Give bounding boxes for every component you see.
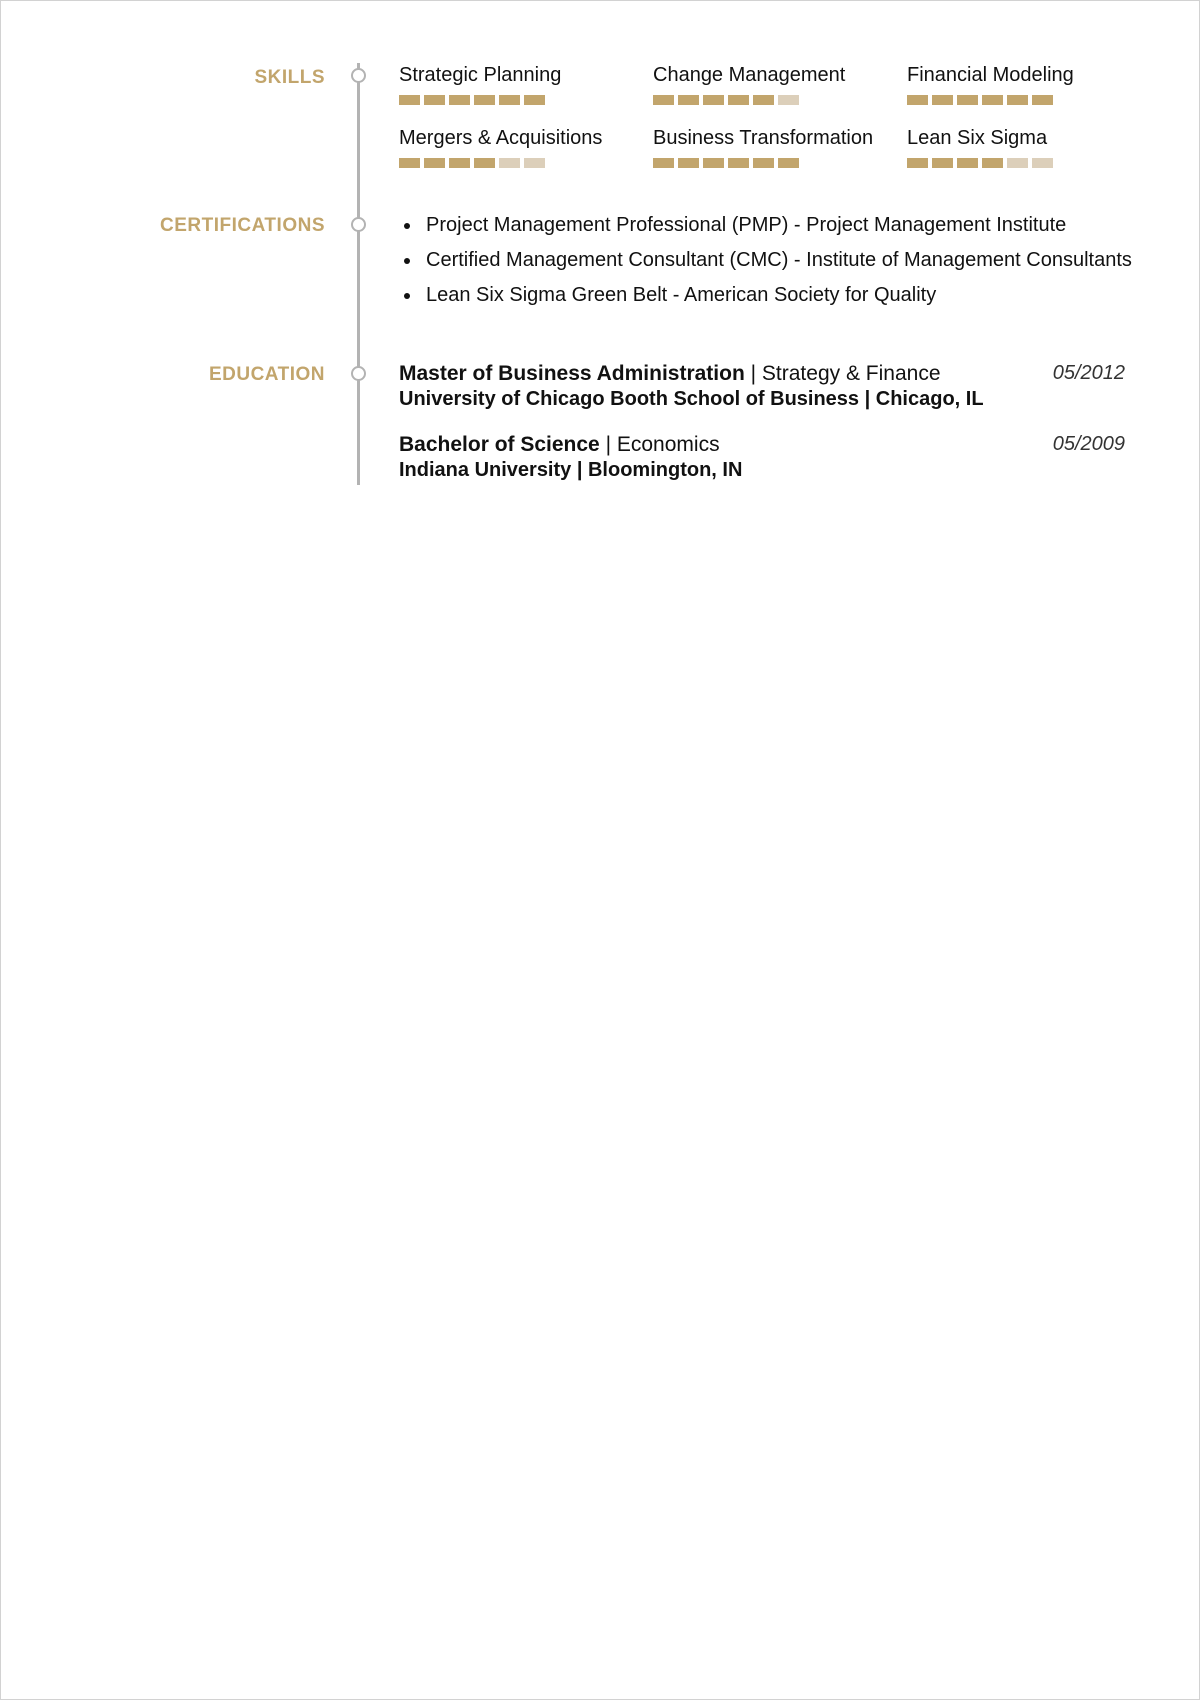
education-heading: EDUCATION <box>208 364 325 385</box>
education-school: University of Chicago Booth School of Business | Chicago, IL <box>399 388 984 410</box>
skill-level-empty <box>524 158 545 168</box>
certifications-heading: CERTIFICATIONS <box>160 215 325 236</box>
bullet-icon <box>404 293 410 299</box>
education-entry <box>399 361 1125 412</box>
skill-level-filled <box>653 158 674 168</box>
timeline-node-skills <box>351 68 366 83</box>
skill-level-empty <box>1007 158 1028 168</box>
list-item <box>399 213 1139 237</box>
education-field: Strategy & Finance <box>761 362 941 385</box>
certifications-content <box>399 213 1139 318</box>
skill-level-bar <box>907 95 1147 105</box>
skill-level-filled <box>753 158 774 168</box>
skill-item <box>653 63 907 105</box>
skill-level-filled <box>753 95 774 105</box>
timeline-line <box>357 63 360 485</box>
skill-level-filled <box>678 95 699 105</box>
skill-level-filled <box>399 158 420 168</box>
skill-level-filled <box>474 158 495 168</box>
skill-level-bar <box>399 158 653 168</box>
skill-level-filled <box>778 158 799 168</box>
skill-level-bar <box>653 95 907 105</box>
skill-level-filled <box>907 158 928 168</box>
skill-level-filled <box>957 95 978 105</box>
certification-text: Lean Six Sigma Green Belt - American Society for Quality <box>426 284 937 306</box>
education-date: 05/2012 <box>1052 362 1125 384</box>
education-degree: Bachelor of Science <box>399 433 600 456</box>
skill-name: Mergers & Acquisitions <box>399 127 603 149</box>
skill-item <box>653 126 907 168</box>
skill-level-filled <box>1007 95 1028 105</box>
skill-level-filled <box>524 95 545 105</box>
education-separator: | <box>599 433 617 456</box>
skill-item <box>399 126 653 168</box>
skill-level-filled <box>1032 95 1053 105</box>
skill-level-filled <box>932 158 953 168</box>
bullet-icon <box>404 223 410 229</box>
skill-level-filled <box>932 95 953 105</box>
certifications-list <box>399 213 1139 307</box>
timeline-node-certifications <box>351 217 366 232</box>
skill-level-filled <box>907 95 928 105</box>
skill-level-empty <box>499 158 520 168</box>
education-degree-line <box>399 361 1125 386</box>
certification-text: Project Management Professional (PMP) - Project Management Institute <box>426 214 1067 236</box>
skill-item <box>907 126 1147 168</box>
timeline-node-education <box>351 366 366 381</box>
skills-heading: SKILLS <box>254 67 325 88</box>
skill-level-bar <box>399 95 653 105</box>
skill-level-filled <box>424 158 445 168</box>
skill-level-filled <box>728 158 749 168</box>
skill-level-filled <box>728 95 749 105</box>
skill-level-filled <box>653 95 674 105</box>
education-degree-line <box>399 432 1125 457</box>
skill-level-empty <box>1032 158 1053 168</box>
skill-level-bar <box>653 158 907 168</box>
education-date: 05/2009 <box>1052 433 1125 455</box>
skill-level-filled <box>499 95 520 105</box>
skill-item <box>399 63 653 105</box>
skill-name: Strategic Planning <box>399 64 562 86</box>
skill-item <box>907 63 1147 105</box>
skill-level-filled <box>449 95 470 105</box>
skills-grid <box>399 63 1147 168</box>
skill-level-filled <box>678 158 699 168</box>
skill-level-filled <box>474 95 495 105</box>
skill-name: Change Management <box>653 64 846 86</box>
certification-text: Certified Management Consultant (CMC) - Institute of Management Consultants <box>426 249 1132 271</box>
education-school: Indiana University | Bloomington, IN <box>399 459 743 481</box>
education-separator: | <box>744 362 762 385</box>
skill-level-empty <box>778 95 799 105</box>
skill-level-filled <box>703 158 724 168</box>
list-item <box>399 283 1139 307</box>
skill-name: Lean Six Sigma <box>907 127 1048 149</box>
skill-level-filled <box>982 158 1003 168</box>
skill-name: Financial Modeling <box>907 64 1074 86</box>
skill-level-bar <box>907 158 1147 168</box>
education-content <box>399 361 1125 503</box>
bullet-icon <box>404 258 410 264</box>
skill-name: Business Transformation <box>653 127 874 149</box>
skill-level-filled <box>399 95 420 105</box>
skill-level-filled <box>703 95 724 105</box>
skill-level-filled <box>424 95 445 105</box>
list-item <box>399 248 1139 272</box>
education-entry <box>399 432 1125 483</box>
education-degree: Master of Business Administration <box>399 362 745 385</box>
skill-level-filled <box>982 95 1003 105</box>
skill-level-filled <box>957 158 978 168</box>
skill-level-filled <box>449 158 470 168</box>
education-field: Economics <box>616 433 720 456</box>
skills-grid-wrap <box>399 63 1147 168</box>
